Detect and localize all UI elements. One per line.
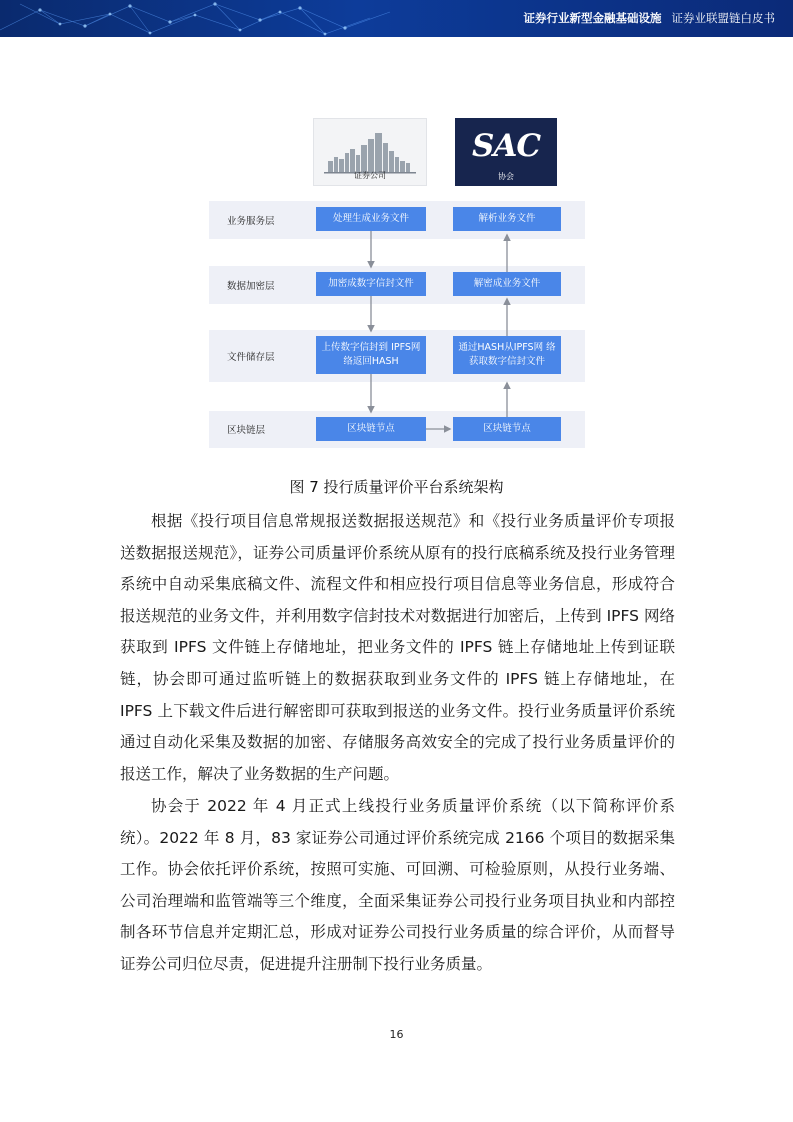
node-decrypt-business-file: 解密成业务文件 xyxy=(453,272,561,296)
node-blockchain-left: 区块链节点 xyxy=(316,417,426,441)
header-title xyxy=(524,10,776,26)
node-fetch-from-ipfs: 通过HASH从IPFS网 络获取数字信封文件 xyxy=(453,336,561,374)
layer-label: 数据加密层 xyxy=(227,281,275,292)
header-title-sub: 证券业联盟链白皮书 xyxy=(671,11,775,25)
node-upload-ipfs: 上传数字信封到 IPFS网络返回HASH xyxy=(316,336,426,374)
node-parse-business-file: 解析业务文件 xyxy=(453,207,561,231)
layer-label: 区块链层 xyxy=(227,425,266,436)
header-banner xyxy=(0,0,793,37)
architecture-diagram xyxy=(209,118,585,453)
company-caption: 证券公司 xyxy=(354,171,386,180)
node-generate-business-file: 处理生成业务文件 xyxy=(316,207,426,231)
flow-arrows xyxy=(209,118,585,453)
sac-caption: 协会 xyxy=(498,172,514,181)
layer-label: 文件储存层 xyxy=(227,352,275,363)
layer-label: 业务服务层 xyxy=(227,216,275,227)
page-number: 16 xyxy=(389,1028,404,1041)
node-encrypt-envelope: 加密成数字信封文件 xyxy=(316,272,426,296)
header-title-bold: 证券行业新型金融基础设施 xyxy=(523,11,662,25)
figure-caption: 图 7 投行质量评价平台系统架构 xyxy=(289,478,504,496)
sac-wordmark: SAC xyxy=(471,128,541,164)
body-paragraph: 根据《投行项目信息常规报送数据报送规范》和《投行业务质量评价专项报送数据报送规范》，证券公司质量评价系统从原有的投行底稿系统及投行业务管理系统中自动采集底稿文件、流程文件和相应投行项目信息等业务信息，形成符合报送规范的业务文件，并利用数字信封技术对数据进行加密后，上传到 IPFS 网络获取到 IPFS 文件链上存储地址，把业务文件的 IPFS 链上存储地址上传到证联链，协会即可通过监听链上的数据获取到业务文件的 IPFS 链上存储地址，在 IPFS 上下载文件后进行解密即可获取到报送的业务文件。投行业务质量评价系统通过自动化采集及数据的加密、存储服务高效安全的完成了投行业务质量评价的报送工作，解决了业务数据的生产问题。 xyxy=(120,512,675,783)
body-paragraph: 协会于 2022 年 4 月正式上线投行业务质量评价系统（以下简称评价系统）。2022 年 8 月，83 家证券公司通过评价系统完成 2166 个项目的数据采集工作。协会依托评价系统，按照可实施、可回溯、可检验原则，从投行业务端、公司治理端和监管端等三个维度，全面采集证券公司投行业务项目执业和内部控制各环节信息并定期汇总，形成对证券公司投行业务质量的综合评价，从而督导证券公司归位尽责，促进提升注册制下投行业务质量。 xyxy=(120,797,675,973)
node-blockchain-right: 区块链节点 xyxy=(453,417,561,441)
